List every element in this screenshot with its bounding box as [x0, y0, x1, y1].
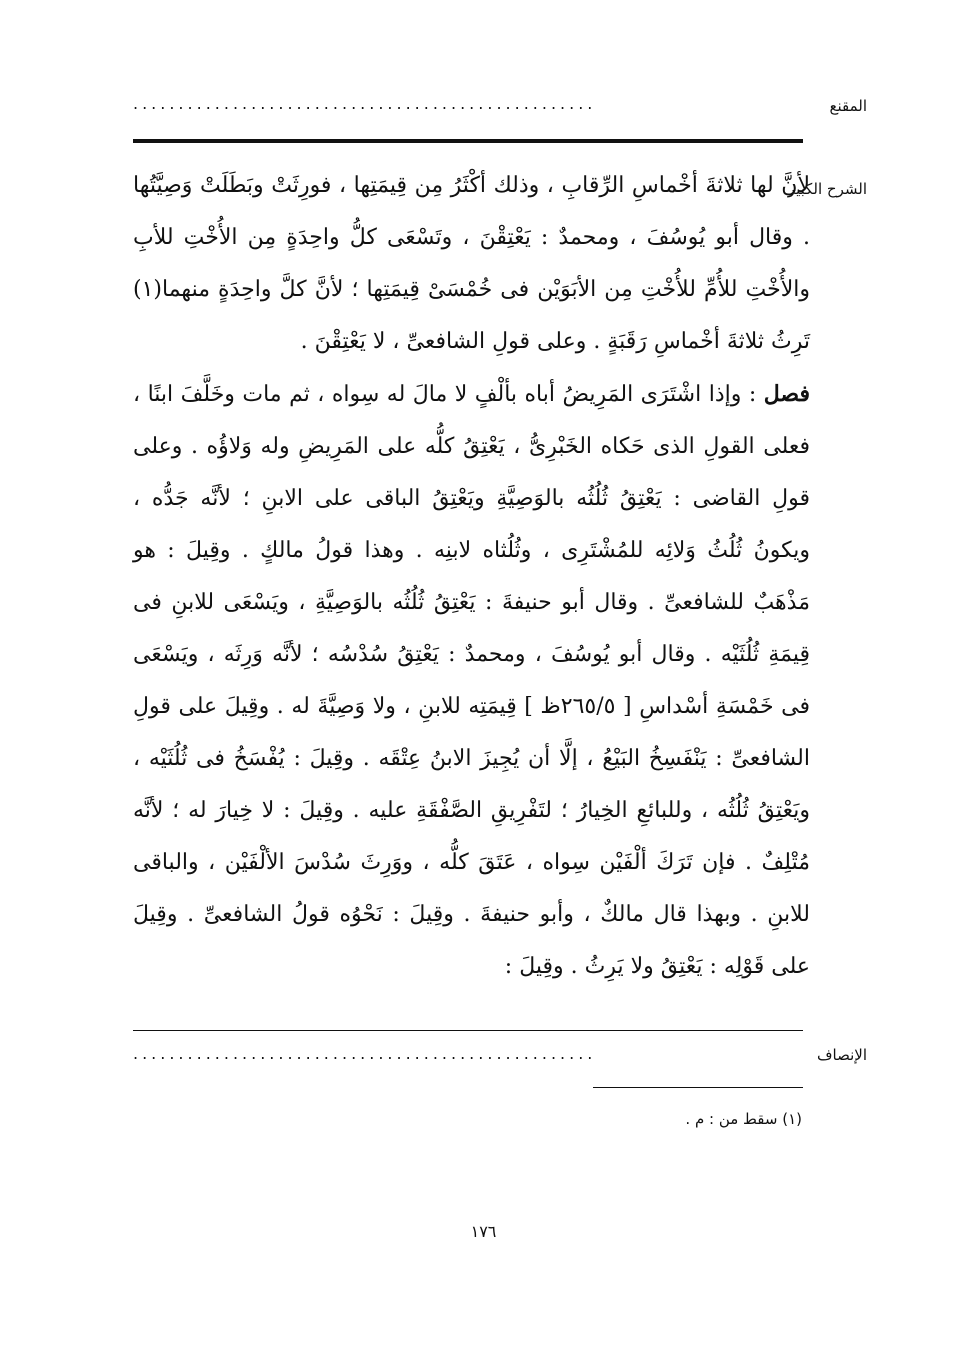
section-heading: فصل	[763, 381, 810, 407]
header-rule	[133, 139, 803, 143]
footnote: (١) سقط من : م .	[685, 1110, 802, 1128]
paragraph-2	[133, 368, 810, 993]
header-leader-dots: ...................................................	[133, 94, 597, 113]
insaf-label: الإنصاف	[816, 1046, 867, 1064]
main-text	[133, 160, 810, 993]
section-label: الشرح الكبير	[787, 180, 867, 198]
main-text-rule	[133, 1030, 803, 1031]
footnote-rule	[593, 1087, 803, 1088]
book-title: المقنع	[829, 97, 867, 115]
paragraph-1: لأنَّ لها ثلاثةَ أخْماسِ الرِّقابِ ، وذلك أكْثَرُ مِن قِيمَتِها ، فورِثَتْ وبَطَلَتْ وَصِيَّتُها . وقال أبو يُوسُفَ ، ومحمدٌ : يَعْتِقْنَ ، وتَسْعَى كلُّ واحِدَةٍ مِن الأُخْتِ للأبِ والأُخْتِ للأُمِّ للأُخْتِ مِن الأبَوَيْن فى خُمْسَىْ قِيمَتِها ؛ لأنَّ كلَّ واحِدَةٍ منهما(١) تَرِثُ ثلاثةَ أخْماسِ رَقَبَةٍ . وعلى قولِ الشافعىِّ ، لا يَعْتِقْنَ .	[133, 173, 810, 354]
paragraph-2-body: : وإذا اشْتَرَى المَرِيضُ أباه بألْفٍ لا مالَ له سِواه ، ثم مات وخَلَّفَ ابنًا ، فعلى القولِ الذى حَكاه الخَبْرِىُّ ، يَعْتِقُ كلُّه على المَرِيضِ وله وَلاؤُه . وعلى قولِ القاضى : يَعْتِقُ ثُلُثُه بالوَصِيَّةِ ويَعْتِقُ الباقى على الابنِ ؛ لأنَّه جَدُّه ، ويكونُ ثُلُثُ وَلائِه للمُشْتَرِى ، وثُلُثاه لابنِه . وهذا قولُ مالكٍ . وقِيلَ : هو مَذْهَبٌ للشافعىِّ . وقال أبو حنيفةَ : يَعْتِقُ ثُلُثُه بالوَصِيَّةِ ، ويَسْعَى للابنِ فى قِيمَةِ ثُلُثَيْه . وقال أبو يُوسُفَ ، ومحمدٌ : يَعْتِقُ سُدْسُه ؛ لأنَّه وَرِثَه ، ويَسْعَى فى خَمْسَةِ أسْداسِ [ ٢٦٥/٥ظ ] قِيمَتِه للابنِ ، ولا وَصِيَّةَ له . وقِيلَ على قولِ الشافعىِّ : يَنْفَسِخُ البَيْعُ ، إلَّا أن يُجِيزَ الابنُ عِتْقَه . وقِيلَ : يُفْسَخُ فى ثُلُثَيْه ، ويَعْتِقُ ثُلُثُه ، وللبائعِ الخِيارُ ؛ لتَفْرِيقِ الصَّفْقَةِ عليه . وقِيلَ : لا خِيارَ له ؛ لأنَّه مُتْلِفٌ . فإن تَرَكَ ألْفَيْن سِواه ، عَتَقَ كلُّه ، ووَرِثَ سُدْسَ الألْفَيْن ، والباقى للابنِ . وبهذا قال مالكٌ ، وأبو حنيفةَ . وقِيلَ : نَحْوُه قولُ الشافعىِّ . وقِيلَ على قَوْلِه : يَعْتِقُ ولا يَرِثُ . وقِيلَ :	[133, 382, 810, 979]
insaf-leader-dots: ...................................................	[133, 1044, 597, 1063]
page-number: ١٧٦	[470, 1222, 497, 1241]
